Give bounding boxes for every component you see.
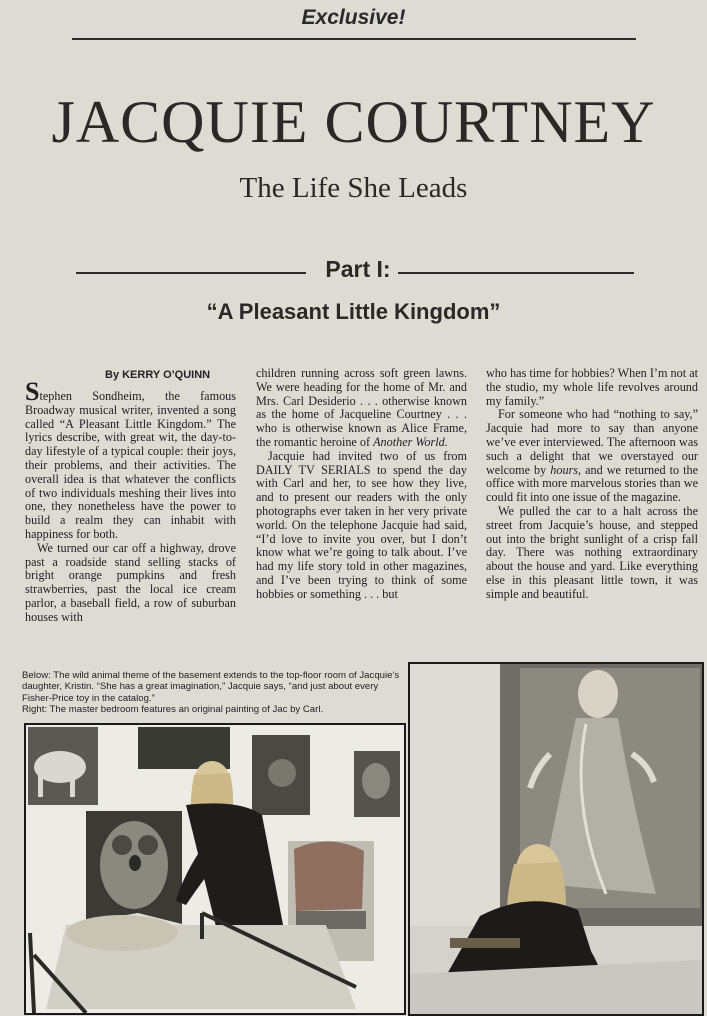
paragraph: We pulled the car to a halt across the street from Jacquie’s house, and stepped out into the bright sunlight of a crisp fall day. There was nothing extraordinary about the house and yard. Like everything else in this pleasant little town, it was simple and beautiful. <box>486 503 698 601</box>
kicker: Exclusive! <box>301 6 406 29</box>
master-bedroom-photo-illustration <box>410 664 702 1014</box>
paragraph: Stephen Sondheim, the famous Broadway musical writer, invented a song called “A Pleasant Little Kingdom.” The lyrics describe, with great wit, the day-to-day lifestyle of a typical couple: their joys, their problems, and their activities. The overall idea is that whatever the conflicts of two individuals meshing their lives into one, they nonetheless have the power to build a realm they can inhabit with happiness for both. <box>25 377 236 541</box>
article-column-1 <box>25 377 236 625</box>
drop-cap: S <box>25 377 40 406</box>
master-bedroom-photo <box>408 662 704 1016</box>
part-label: Part I: <box>325 256 391 282</box>
paragraph: children running across soft green lawns. We were heading for the home of Mr. and Mrs. Carl Desiderio . . . otherwise known as the home of Jacqueline Courtney . . . who is otherwise known as Alice Frame, the romantic heroine of Another World. <box>256 366 467 449</box>
article-column-2 <box>256 367 467 602</box>
photo-caption: Below: The wild animal theme of the basement extends to the top-floor room of Jacquie’s daughter, Kristin. “She has a great imagination,” Jacquie says, “and just about every Fisher-Price toy in the catalog.” Right: The master bedroom features an original painting of Jac by Carl. <box>22 670 400 716</box>
part-rule-right <box>398 272 634 274</box>
bedroom-photo-illustration <box>26 725 404 1013</box>
paragraph: We turned our car off a highway, drove past a roadside stand selling stacks of bright orange pumpkins and fresh strawberries, past the local ice cream parlor, a baseball field, a row of suburban houses with <box>25 540 236 624</box>
bedroom-photo <box>24 723 406 1015</box>
part-rule-left <box>76 272 306 274</box>
article-column-3 <box>486 367 698 602</box>
article-title: JACQUIE COURTNEY <box>51 89 656 155</box>
paragraph: For someone who had “nothing to say,” Jacquie had more to say than anyone we’ve ever interviewed. The afternoon was such a delight that we overstayed our welcome by hours, and we returned to the office with more marvelous stories than we could fit into one issue of the magazine. <box>486 407 699 505</box>
paragraph: who has time for hobbies? When I’m not at the studio, my whole life revolves around my family.” <box>486 366 698 408</box>
show-name: Another World. <box>373 434 448 449</box>
top-rule <box>72 38 636 40</box>
article-subtitle: The Life She Leads <box>239 172 468 204</box>
episode-title: “A Pleasant Little Kingdom” <box>206 299 501 324</box>
byline: By KERRY O’QUINN <box>105 369 211 381</box>
paragraph: Jacquie had invited two of us from DAILY TV SERIALS to spend the day with Carl and her, to see how they live, and to present our readers with the only photographs ever taken in her very private world. On the telephone Jacquie had said, “I’d love to invite you over, but I don’t know what we’re going to talk about. I’ve had my life story told in other magazines, and I’ve been trying to think of some hobbies or something . . . but <box>256 448 467 601</box>
